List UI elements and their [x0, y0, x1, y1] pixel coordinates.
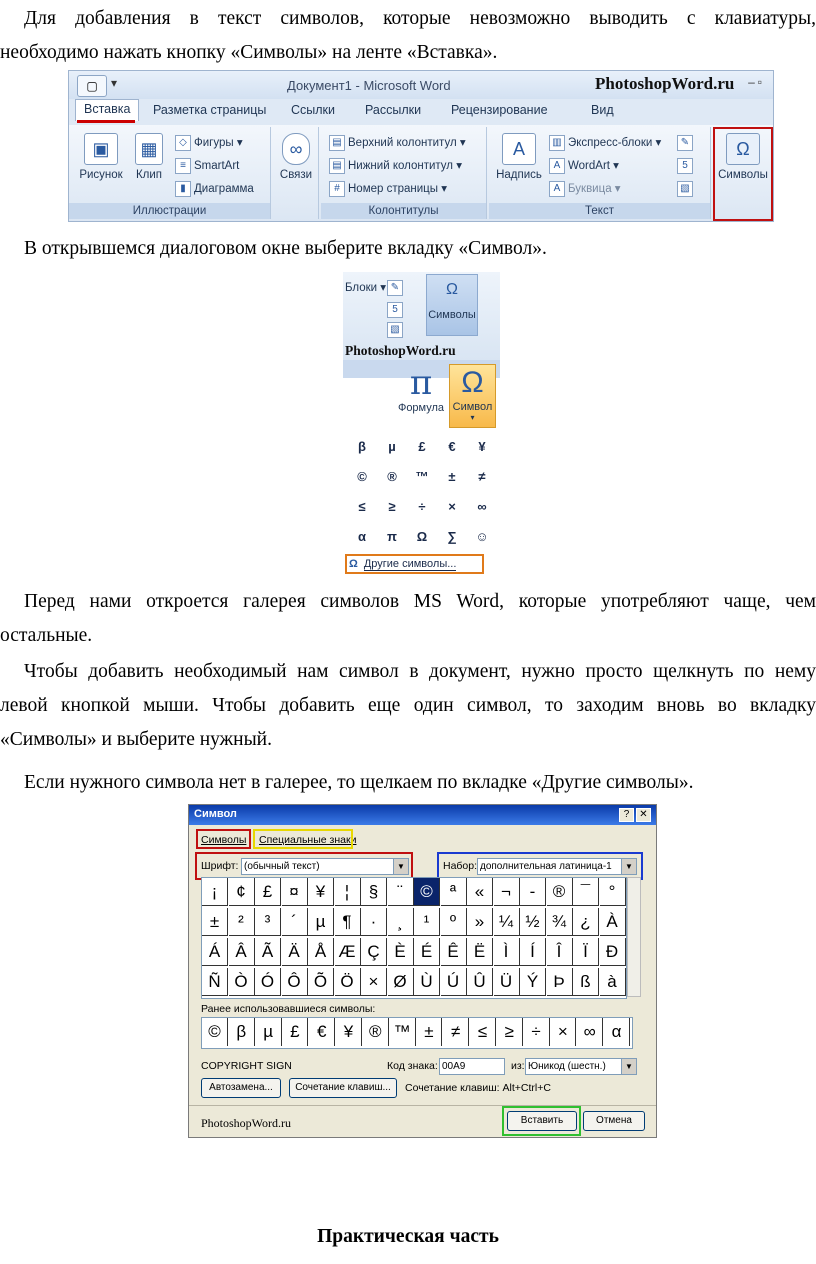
paragraph-open-dialog: В открывшемся диалоговом окне выберите вкладку «Символ».: [24, 238, 547, 259]
shapes-button[interactable]: ◇ Фигуры ▾: [175, 135, 243, 151]
code-label: Код знака:: [387, 1060, 438, 1072]
textbox-icon: A: [502, 133, 536, 165]
dropcap-icon: A: [549, 181, 565, 197]
wordart-button[interactable]: A WordArt ▾: [549, 158, 619, 174]
symbol-cell[interactable]: Ö: [335, 968, 361, 996]
ribbon-body: [69, 125, 773, 222]
symbol-cell[interactable]: Ç: [361, 938, 387, 966]
clip-icon: ▦: [135, 133, 163, 165]
symbol-cell[interactable]: ¯: [573, 878, 599, 906]
recent-symbol-cell[interactable]: µ: [256, 1018, 282, 1046]
symbol-cell[interactable]: ¶: [335, 908, 361, 936]
cancel-button[interactable]: Отмена: [583, 1111, 645, 1131]
symbol-cell[interactable]: £: [255, 878, 281, 906]
page-number-button[interactable]: # Номер страницы ▾: [329, 181, 447, 197]
recent-symbols: [201, 1017, 633, 1049]
shapes-icon: ◇: [175, 135, 191, 151]
grid-scrollbar[interactable]: [627, 877, 641, 997]
symbol-cell[interactable]: à: [600, 968, 626, 996]
recent-symbol-cell[interactable]: £: [282, 1018, 308, 1046]
symbol-cell[interactable]: Ô: [282, 968, 308, 996]
symbol-cell[interactable]: µ: [308, 908, 334, 936]
symbol-cell[interactable]: Û: [467, 968, 493, 996]
footer-button[interactable]: ▤ Нижний колонтитул ▾: [329, 158, 462, 174]
symbol-cell[interactable]: ®: [547, 878, 573, 906]
gallery-symbol[interactable]: ¥: [478, 439, 486, 454]
wordart-icon: A: [549, 158, 565, 174]
active-tab-underline: [77, 120, 135, 123]
shortcut-key-button[interactable]: Сочетание клавиш...: [289, 1078, 397, 1098]
symbol-cell[interactable]: ¡: [202, 878, 228, 906]
chevron-down-icon: ▼: [393, 859, 408, 874]
quick-parts-icon: ▥: [549, 135, 565, 151]
group-label-headers: Колонтитулы: [321, 203, 486, 219]
gallery-symbol[interactable]: ≤: [358, 499, 366, 514]
symbol-cell[interactable]: Þ: [547, 968, 573, 996]
symbol-cell[interactable]: É: [414, 938, 440, 966]
paragraph-other-symbols: Если нужного символа нет в галерее, то щелкаем по вкладке «Другие символы».: [24, 772, 694, 793]
from-select[interactable]: Юникод (шестн.) ▼: [525, 1058, 637, 1075]
recent-symbol-cell[interactable]: €: [309, 1018, 335, 1046]
symbol-cell[interactable]: Ó: [255, 968, 281, 996]
title-bar: [69, 71, 773, 99]
group-illustrations: [69, 127, 271, 219]
date-icon[interactable]: 5: [677, 158, 696, 174]
window-title: Документ1 - Microsoft Word: [287, 78, 451, 93]
symbol-cell[interactable]: ¼: [494, 908, 520, 936]
close-icon[interactable]: ✕: [636, 808, 651, 822]
symbol-cell[interactable]: §: [361, 878, 387, 906]
symbol-cell[interactable]: Ð: [600, 938, 626, 966]
clip-button[interactable]: ▦ Клип: [129, 133, 169, 181]
symbol-cell[interactable]: »: [467, 908, 493, 936]
symbol-cell[interactable]: Ñ: [202, 968, 228, 996]
symbol-cell[interactable]: ½: [520, 908, 546, 936]
recent-symbol-cell[interactable]: ¥: [336, 1018, 362, 1046]
chart-button[interactable]: ▮ Диаграмма: [175, 181, 254, 197]
tab-insert[interactable]: Вставка: [75, 99, 139, 121]
header-button[interactable]: ▤ Верхний колонтитул ▾: [329, 135, 466, 151]
symbol-cell[interactable]: Á: [202, 938, 228, 966]
paragraph-add-line2: левой кнопкой мыши. Чтобы добавить еще один символ, то заходим вновь во вкладку: [0, 695, 816, 716]
watermark-2: PhotoshopWord.ru: [345, 343, 456, 358]
omega-icon-4: Ω: [349, 558, 358, 570]
pi-icon: π: [409, 363, 433, 403]
symbol-cell[interactable]: Ú: [441, 968, 467, 996]
symbol-cell[interactable]: Ë: [467, 938, 493, 966]
symbol-cell[interactable]: Ì: [494, 938, 520, 966]
symbol-cell[interactable]: Ê: [441, 938, 467, 966]
recent-symbol-cell[interactable]: ™: [390, 1018, 416, 1046]
gallery-symbol[interactable]: ±: [448, 469, 456, 484]
symbol-cell[interactable]: ¹: [414, 908, 440, 936]
symbol-cell[interactable]: ×: [361, 968, 387, 996]
smartart-icon: ≡: [175, 158, 191, 174]
links-button[interactable]: ∞ Связи: [277, 133, 315, 181]
symbol-cell[interactable]: ³: [255, 908, 281, 936]
symbol-button[interactable]: Ω Символ ▾: [449, 364, 496, 428]
symbol-cell[interactable]: ¦: [335, 878, 361, 906]
paragraph-intro-line2: необходимо нажать кнопку «Символы» на ленте «Вставка».: [0, 42, 498, 63]
symbol-cell[interactable]: È: [388, 938, 414, 966]
footer-icon: ▤: [329, 158, 345, 174]
recent-symbol-cell[interactable]: ÷: [524, 1018, 550, 1046]
recent-symbol-cell[interactable]: ©: [202, 1018, 228, 1046]
highlight-subset: [437, 852, 643, 880]
recent-symbol-cell[interactable]: ×: [550, 1018, 576, 1046]
watermark-3: PhotoshopWord.ru: [201, 1116, 292, 1130]
font-label: Шрифт:: [201, 860, 239, 872]
help-button[interactable]: ?: [619, 808, 634, 822]
section-heading: Практическая часть: [317, 1226, 499, 1247]
symbol-cell[interactable]: ß: [573, 968, 599, 996]
symbol-cell[interactable]: Ò: [229, 968, 255, 996]
chevron-down-icon-3: ▼: [621, 1059, 636, 1074]
gallery-symbol[interactable]: ≥: [388, 499, 396, 514]
symbol-cell[interactable]: Ã: [255, 938, 281, 966]
links-icon: ∞: [282, 133, 310, 165]
dropcap-button[interactable]: A Буквица ▾: [549, 181, 621, 197]
group-links: [273, 127, 319, 219]
gallery-symbol[interactable]: ☺: [475, 529, 489, 544]
window-controls[interactable]: –▫: [748, 75, 765, 89]
smartart-button[interactable]: ≡ SmartArt: [175, 158, 239, 174]
symbol-cell[interactable]: ª: [441, 878, 467, 906]
symbol-cell[interactable]: Â: [229, 938, 255, 966]
tab-references[interactable]: Ссылки: [291, 103, 336, 117]
ribbon-screenshot: [68, 70, 774, 222]
group-text: [489, 127, 711, 219]
recent-symbol-cell[interactable]: ±: [416, 1018, 442, 1046]
symbol-cell[interactable]: -: [520, 878, 546, 906]
symbol-cell[interactable]: Ü: [494, 968, 520, 996]
recent-symbol-cell[interactable]: ≤: [470, 1018, 496, 1046]
gallery-symbol[interactable]: ®: [387, 469, 397, 484]
gallery-symbol[interactable]: α: [358, 529, 366, 544]
gallery-symbol[interactable]: ™: [415, 469, 429, 484]
gallery-symbol[interactable]: ×: [448, 499, 456, 514]
recent-symbol-cell[interactable]: ≠: [443, 1018, 469, 1046]
paragraph-gallery-line1: Перед нами откроется галерея символов MS Word, которые употребляют чаще, чем: [24, 591, 816, 612]
more-symbols-button[interactable]: Ω Другие символы...: [345, 554, 484, 574]
gallery-symbol[interactable]: π: [387, 529, 397, 544]
char-name: COPYRIGHT SIGN: [201, 1060, 292, 1072]
shortcut-text: Сочетание клавиш: Alt+Ctrl+C: [405, 1082, 551, 1094]
symbol-cell[interactable]: Õ: [308, 968, 334, 996]
gallery-symbol[interactable]: ∞: [477, 499, 487, 514]
signature-icon-2[interactable]: ✎: [387, 280, 406, 296]
chevron-down-icon-2: ▼: [621, 859, 636, 874]
highlight-font: [195, 852, 413, 880]
symbol-cell[interactable]: Ù: [414, 968, 440, 996]
highlight-symbols: [713, 127, 773, 221]
symbol-cell[interactable]: ´: [282, 908, 308, 936]
symbol-dialog-screenshot: [188, 804, 657, 1138]
symbol-cell[interactable]: ¾: [547, 908, 573, 936]
symbol-grid: [201, 877, 627, 999]
symbol-cell[interactable]: °: [600, 878, 626, 906]
blocks-button[interactable]: Блоки ▾: [345, 282, 387, 294]
symbol-cell[interactable]: ·: [361, 908, 387, 936]
tab-view[interactable]: Вид: [591, 103, 614, 117]
gallery-symbol[interactable]: ©: [357, 469, 367, 484]
highlight-insert: [502, 1106, 581, 1136]
gallery-symbol[interactable]: Ω: [416, 529, 428, 544]
code-input[interactable]: 00A9: [439, 1058, 505, 1075]
gallery-symbol[interactable]: ≠: [478, 469, 486, 484]
paragraph-add-line1: Чтобы добавить необходимый нам символ в документ, нужно просто щелкнуть по нему: [24, 661, 816, 682]
gallery-symbol[interactable]: £: [418, 439, 426, 454]
paragraph-add-line3: «Символы» и выберите нужный.: [0, 729, 272, 750]
formula-button[interactable]: π Формула: [395, 364, 447, 424]
symbol-cell[interactable]: Æ: [335, 938, 361, 966]
picture-button[interactable]: ▣ Рисунок: [75, 133, 127, 181]
symbols-ribbon-button[interactable]: Ω Символы: [426, 274, 478, 336]
gallery-symbol[interactable]: µ: [388, 439, 396, 454]
group-headers-footers: [321, 127, 487, 219]
symbol-cell[interactable]: «: [467, 878, 493, 906]
symbol-cell[interactable]: Í: [520, 938, 546, 966]
object-icon-2[interactable]: ▧: [387, 322, 406, 338]
subset-select[interactable]: дополнительная латиница-1 ▼: [477, 858, 637, 875]
page-number-icon: #: [329, 181, 345, 197]
recent-label: Ранее использовавшиеся символы:: [201, 1003, 376, 1015]
insert-button[interactable]: Вставить: [507, 1111, 577, 1131]
gallery-symbol[interactable]: ∑: [447, 529, 457, 544]
group-label-text: Текст: [489, 203, 710, 219]
symbols-menu-screenshot: [343, 272, 500, 577]
symbol-cell[interactable]: ±: [202, 908, 228, 936]
recent-symbol-cell[interactable]: β: [229, 1018, 255, 1046]
autocorrect-button[interactable]: Автозамена...: [201, 1078, 281, 1098]
symbol-cell[interactable]: ¬: [494, 878, 520, 906]
symbol-cell[interactable]: ¸: [388, 908, 414, 936]
symbol-cell[interactable]: Å: [308, 938, 334, 966]
picture-icon: ▣: [84, 133, 118, 165]
recent-symbol-cell[interactable]: ®: [363, 1018, 389, 1046]
symbol-cell[interactable]: ¢: [229, 878, 255, 906]
symbol-cell[interactable]: ¨: [388, 878, 414, 906]
qat-dropdown-icon[interactable]: ▾: [111, 76, 118, 90]
omega-icon: Ω: [726, 133, 760, 165]
group-label-illustrations: Иллюстрации: [69, 203, 270, 219]
recent-symbol-cell[interactable]: ∞: [577, 1018, 603, 1046]
symbol-cell[interactable]: ¤: [282, 878, 308, 906]
watermark: PhotoshopWord.ru: [595, 74, 735, 93]
symbols-button[interactable]: Ω Символы: [715, 133, 771, 181]
tab-page-layout[interactable]: Разметка страницы: [153, 103, 267, 117]
dialog-title-bar: Символ ? ✕: [189, 805, 656, 825]
recent-symbol-cell[interactable]: ≥: [497, 1018, 523, 1046]
symbol-cell[interactable]: Ý: [520, 968, 546, 996]
tab-special-chars[interactable]: Специальные знаки: [259, 834, 357, 846]
symbol-cell[interactable]: Î: [547, 938, 573, 966]
gallery-symbol[interactable]: €: [448, 439, 456, 454]
paragraph-gallery-line2: остальные.: [0, 625, 93, 646]
quick-parts-button[interactable]: ▥ Экспресс-блоки ▾: [549, 135, 661, 151]
omega-icon-2: Ω: [446, 281, 458, 298]
symbol-cell[interactable]: Ø: [388, 968, 414, 996]
symbol-cell[interactable]: À: [600, 908, 626, 936]
menu-ribbon-fragment: [343, 272, 500, 360]
signature-icon[interactable]: ✎: [677, 135, 696, 151]
ribbon-tabs: [69, 99, 773, 125]
office-button[interactable]: ▢: [77, 75, 107, 97]
symbol-cell[interactable]: ©: [414, 878, 440, 906]
tab-review[interactable]: Рецензирование: [451, 103, 548, 117]
font-select[interactable]: (обычный текст) ▼: [241, 858, 409, 875]
symbol-cell[interactable]: º: [441, 908, 467, 936]
symbol-cell[interactable]: ²: [229, 908, 255, 936]
gallery-symbol[interactable]: β: [358, 439, 366, 454]
symbol-cell[interactable]: ¿: [573, 908, 599, 936]
tab-mailings[interactable]: Рассылки: [365, 103, 422, 117]
tab-symbols[interactable]: Символы: [201, 834, 247, 846]
symbol-cell[interactable]: ¥: [308, 878, 334, 906]
paragraph-intro-line1: Для добавления в текст символов, которые невозможно выводить с клавиатуры,: [24, 8, 816, 29]
header-icon: ▤: [329, 135, 345, 151]
gallery-symbol[interactable]: ÷: [418, 499, 426, 514]
subset-label: Набор:: [443, 860, 478, 872]
chart-icon: ▮: [175, 181, 191, 197]
recent-symbol-cell[interactable]: α: [604, 1018, 630, 1046]
date-icon-2[interactable]: 5: [387, 302, 406, 318]
divider: [189, 1105, 656, 1106]
from-label: из:: [511, 1060, 525, 1072]
symbol-cell[interactable]: Ä: [282, 938, 308, 966]
textbox-button[interactable]: A Надпись: [493, 133, 545, 181]
object-icon[interactable]: ▧: [677, 181, 696, 197]
omega-icon-3: Ω: [461, 366, 484, 399]
symbol-cell[interactable]: Ï: [573, 938, 599, 966]
highlight-tab-special: [253, 829, 353, 849]
highlight-tab-symbols: [196, 829, 251, 849]
